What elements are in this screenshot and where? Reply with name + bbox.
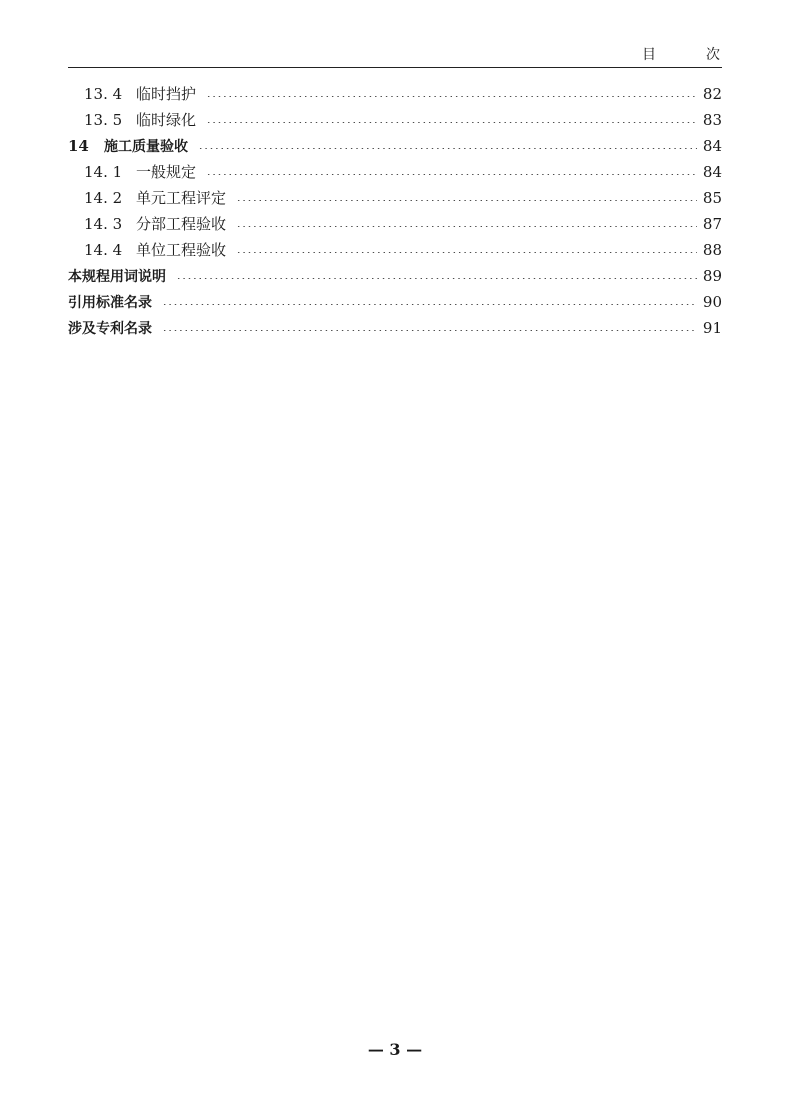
toc-entry[interactable]	[68, 107, 722, 133]
toc-entry-label: 单位工程验收	[136, 241, 227, 259]
toc-entry[interactable]	[68, 81, 722, 107]
toc-entry[interactable]	[68, 159, 722, 185]
toc-entry[interactable]	[68, 315, 722, 341]
dot-leader	[236, 226, 697, 227]
toc-entry-label: 单元工程评定	[136, 189, 227, 207]
toc-entry-label: 涉及专利名录	[68, 321, 152, 337]
dot-leader	[162, 330, 697, 331]
toc-entry-page-number: 90	[702, 293, 722, 311]
dot-leader	[198, 148, 697, 149]
toc-entry[interactable]	[68, 133, 722, 159]
toc-entry-label: 本规程用词说明	[68, 269, 166, 285]
running-header	[68, 44, 738, 66]
toc-entry-number: 14. 2	[84, 189, 123, 207]
toc-entry[interactable]	[68, 185, 722, 211]
toc-entry-label: 引用标准名录	[68, 295, 152, 311]
toc-entry-label: 分部工程验收	[136, 215, 227, 233]
dot-leader	[206, 122, 697, 123]
toc-entry-label: 一般规定	[136, 163, 197, 181]
dot-leader	[236, 200, 697, 201]
toc-entry-label: 临时挡护	[136, 85, 197, 103]
toc-entry-number: 13. 4	[84, 85, 123, 103]
dot-leader	[176, 278, 697, 279]
header-rule	[68, 67, 722, 68]
toc-entry-page-number: 87	[702, 215, 722, 233]
toc-entry-number: 14. 4	[84, 241, 123, 259]
toc-entry-page-number: 84	[702, 163, 722, 181]
dot-leader	[236, 252, 697, 253]
toc-entry-number: 14. 3	[84, 215, 123, 233]
toc-entry[interactable]	[68, 289, 722, 315]
toc-entry-page-number: 85	[702, 189, 722, 207]
toc-entry[interactable]	[68, 211, 722, 237]
toc-entry-page-number: 91	[702, 319, 722, 337]
toc-entry-label: 临时绿化	[136, 111, 197, 129]
dot-leader	[206, 96, 697, 97]
toc-entry-page-number: 84	[702, 137, 722, 155]
page-number: — 3 —	[367, 1040, 423, 1059]
dot-leader	[162, 304, 697, 305]
toc-entry-label: 施工质量验收	[104, 139, 188, 155]
toc-entry-page-number: 82	[702, 85, 722, 103]
table-of-contents	[68, 81, 722, 341]
toc-entry-page-number: 88	[702, 241, 722, 259]
toc-entry-page-number: 89	[702, 267, 722, 285]
toc-entry-number: 14. 1	[84, 163, 123, 181]
toc-entry[interactable]	[68, 263, 722, 289]
toc-entry-number: 14	[68, 137, 89, 155]
running-header-title: 目 次	[642, 47, 738, 63]
toc-entry-number: 13. 5	[84, 111, 123, 129]
toc-entry[interactable]	[68, 237, 722, 263]
toc-entry-page-number: 83	[702, 111, 722, 129]
dot-leader	[206, 174, 697, 175]
